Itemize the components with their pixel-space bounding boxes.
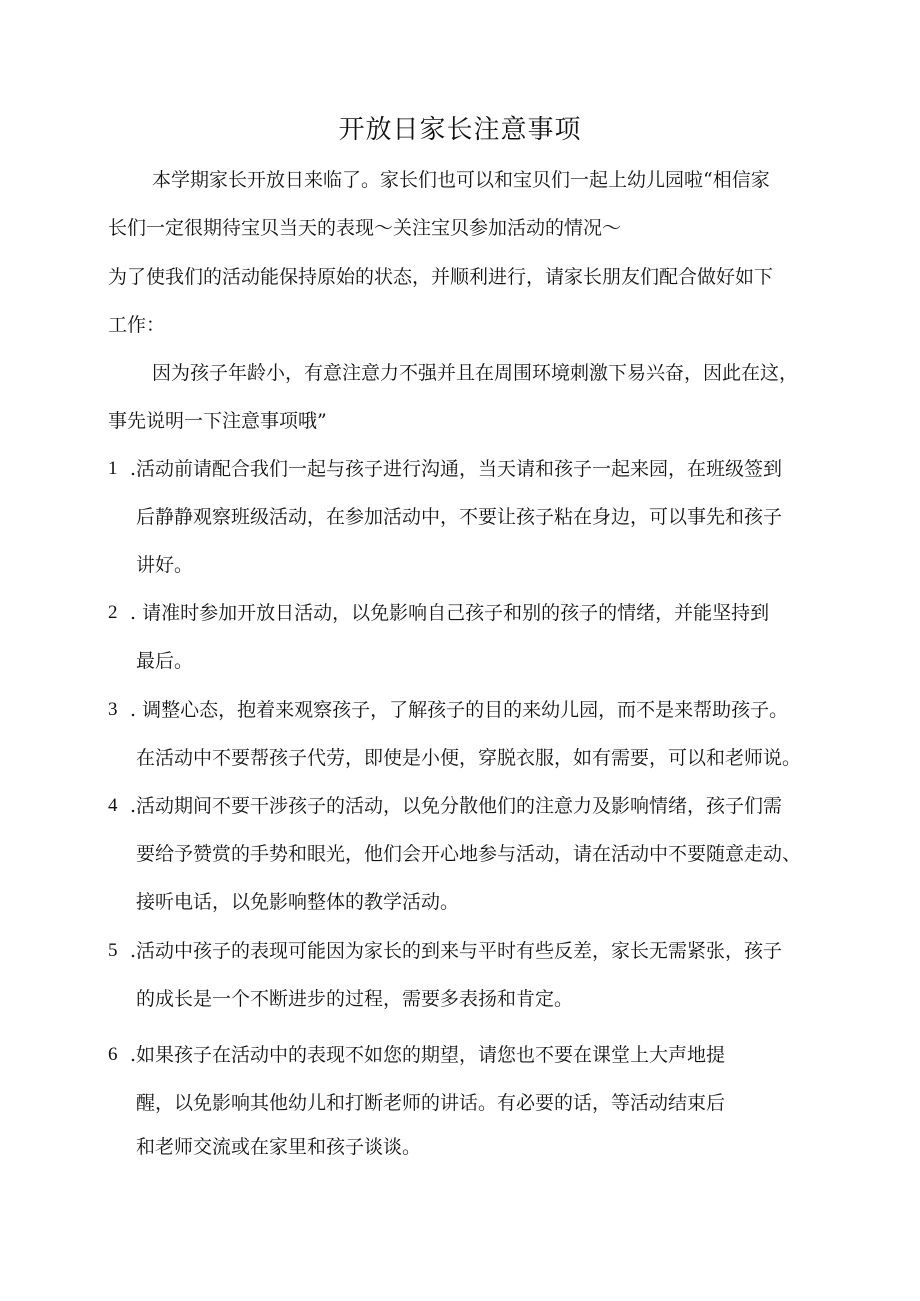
intro-line: 工作：: [108, 314, 166, 336]
item-line: 讲好。: [136, 554, 194, 576]
item-line: 要给予赞赏的手势和眼光，他们会开心地参与活动，请在活动中不要随意走动、: [136, 843, 802, 865]
item-number: 2: [108, 602, 118, 623]
item-line: .如果孩子在活动中的表现不如您的期望，请您也不要在课堂上大声地提: [130, 1044, 726, 1066]
item-line: 和老师交流或在家里和孩子谈谈。: [136, 1136, 422, 1158]
item-line: 醒，以免影响其他幼儿和打断老师的讲话。有必要的话，等活动结束后: [136, 1092, 726, 1114]
item-line: 接听电话，以免影响整体的教学活动。: [136, 891, 460, 913]
item-line: .活动中孩子的表现可能因为家长的到来与平时有些反差，家长无需紧张，孩子: [130, 940, 783, 962]
intro-line: 事先说明一下注意事项哦”: [108, 410, 327, 432]
intro-line: 长们一定很期待宝贝当天的表现～关注宝贝参加活动的情况～: [108, 217, 622, 239]
item-number: 4: [108, 795, 118, 816]
intro-line: 本学期家长开放日来临了。家长们也可以和宝贝们一起上幼儿园啦“相信家: [152, 169, 770, 191]
item-number: 3: [108, 699, 118, 720]
item-line: 后静静观察班级活动，在参加活动中，不要让孩子粘在身边，可以事先和孩子: [136, 506, 783, 528]
item-line: . 请准时参加开放日活动，以免影响自己孩子和别的孩子的情绪，并能坚持到: [130, 602, 770, 624]
item-line: .活动前请配合我们一起与孩子进行沟通，当天请和孩子一起来园，在班级签到: [130, 458, 783, 480]
intro-line: 为了使我们的活动能保持原始的状态，并顺利进行，请家长朋友们配合做好如下: [108, 266, 774, 288]
document-title: 开放日家长注意事项: [338, 115, 582, 145]
item-line: . 调整心态，抱着来观察孩子，了解孩子的目的来幼儿园，而不是来帮助孩子。: [130, 699, 789, 721]
item-line: 的成长是一个不断进步的过程，需要多表扬和肯定。: [136, 988, 574, 1010]
item-line: 最后。: [136, 650, 194, 672]
intro-line: 因为孩子年龄小，有意注意力不强并且在周围环境刺激下易兴奋，因此在这，: [152, 362, 799, 384]
item-line: 在活动中不要帮孩子代劳，即使是小便，穿脱衣服，如有需要，可以和老师说。: [136, 747, 802, 769]
item-line: .活动期间不要干涉孩子的活动，以免分散他们的注意力及影响情绪，孩子们需: [130, 795, 783, 817]
item-number: 6: [108, 1044, 118, 1065]
item-number: 1: [108, 458, 118, 479]
item-number: 5: [108, 940, 118, 961]
